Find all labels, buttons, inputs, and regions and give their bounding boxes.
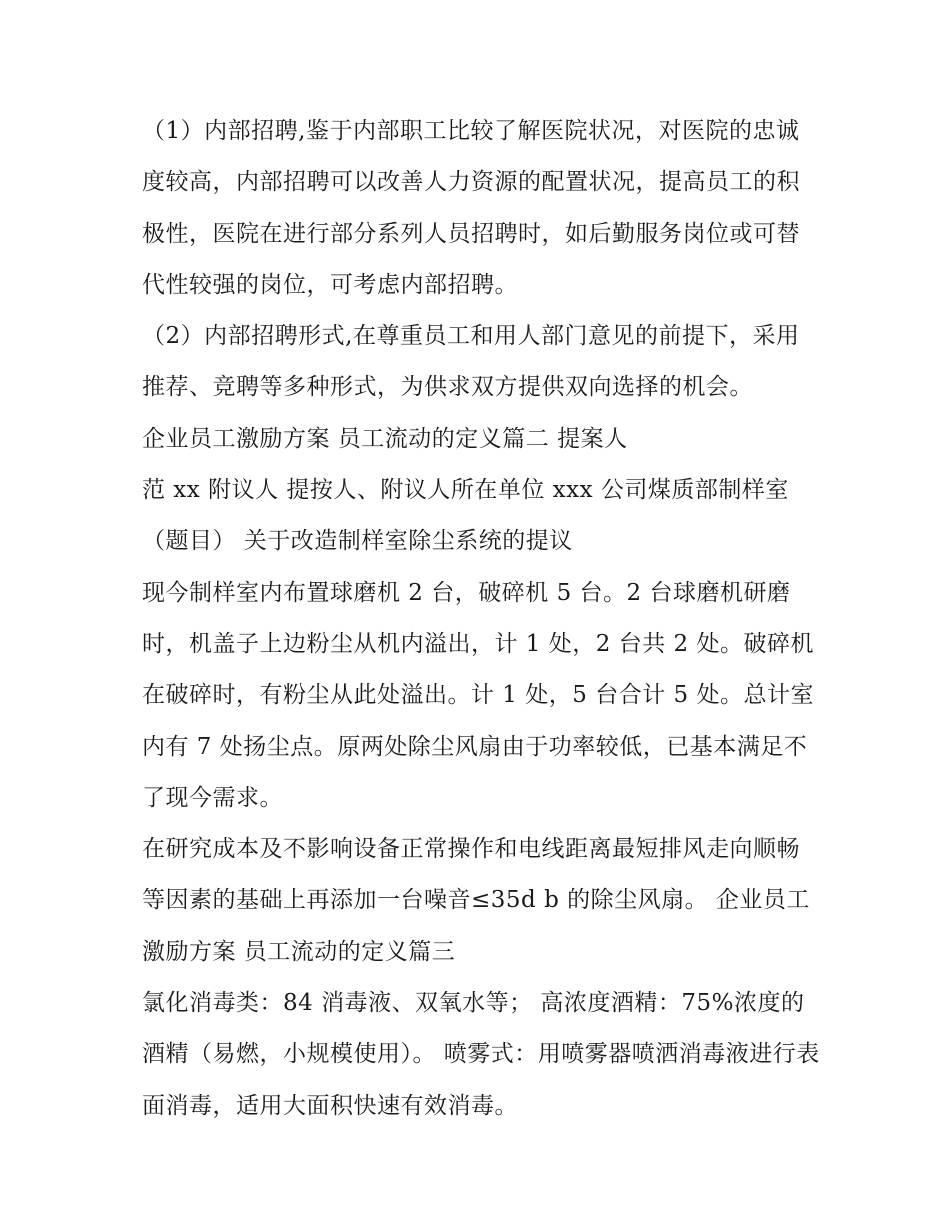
paragraph-dust-solution: 在研究成本及不影响设备正常操作和电线距离最短排风走向顺畅等因素的基础上再添加一台噪音≤35d b 的除尘风扇。 企业员工激励方案 员工流动的定义篇三: [142, 836, 810, 965]
paragraph-proposer: 范 xx 附议人 提按人、附议人所在单位 xxx 公司煤质部制样室: [142, 477, 789, 504]
paragraph-recruitment-form: （2）内部招聘形式,在尊重员工和用人部门意见的前提下，采用推荐、竞聘等多种形式，为供求双方提供双向选择的机会。: [142, 323, 800, 401]
paragraph-disinfection: 氯化消毒类：84 消毒液、双氧水等； 高浓度酒精：75%浓度的酒精（易燃，小规模使用）。 喷雾式：用喷雾器喷洒消毒液进行表面消毒，适用大面积快速有效消毒。: [142, 990, 820, 1119]
paragraph-section-two-heading: 企业员工激励方案 员工流动的定义篇二 提案人: [142, 425, 628, 452]
document-page: [142, 106, 822, 1132]
paragraph-proposal-title: （题目） 关于改造制样室除尘系统的提议: [142, 528, 573, 555]
paragraph-internal-recruitment: （1）内部招聘,鉴于内部职工比较了解医院状况，对医院的忠诚度较高，内部招聘可以改善人力资源的配置状况，提高员工的积极性，医院在进行部分系列人员招聘时，如后勤服务岗位或可替代性较强的岗位，可考虑内部招聘。: [142, 118, 800, 298]
paragraph-dust-situation: 现今制样室内布置球磨机 2 台，破碎机 5 台。2 台球磨机研磨时，机盖子上边粉尘从机内溢出，计 1 处，2 台共 2 处。破碎机在破碎时，有粉尘从此处溢出。计 1 处，5 台合计 5 处。总计室内有 7 处扬尘点。原两处除尘风扇由于功率较低，已基本满足不了现今需求。: [142, 579, 814, 811]
